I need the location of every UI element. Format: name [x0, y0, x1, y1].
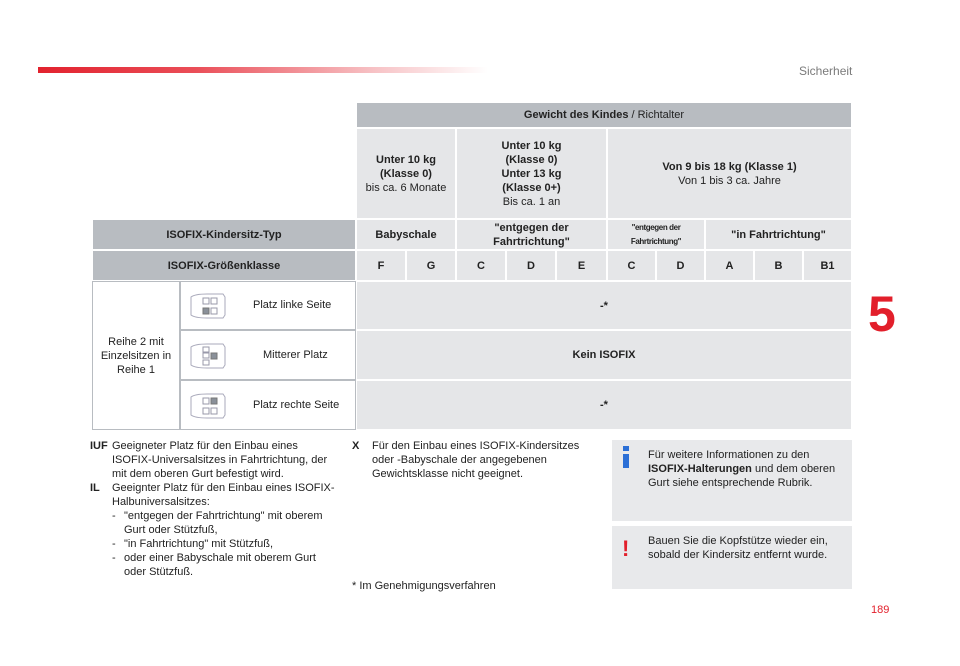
group-class-0plus [456, 128, 607, 219]
size-cell: D [656, 250, 705, 281]
seat-label: Platz linke Seite [253, 299, 332, 311]
section-title: Sicherheit [799, 64, 853, 78]
list-item-text: "in Fahrtrichtung" mit Stützfuß, [124, 538, 274, 550]
type-cell: "entgegen der Fahrtrichtung" [456, 219, 607, 250]
group-class-0 [356, 128, 456, 219]
chapter-number: 5 [868, 286, 896, 342]
group-age: bis ca. 6 Monate [365, 181, 447, 194]
seat-label: Mitterer Platz [263, 349, 328, 361]
weight-title-suffix: / Richtalter [631, 109, 685, 121]
type-label: ISOFIX-Kindersitz-Typ [92, 219, 356, 250]
list-item: - "in Fahrtrichtung" mit Stützfuß, [112, 537, 340, 551]
note-key: IUF [90, 440, 108, 452]
info-text-part: und dem oberen Gurt siehe entsprechende Rubrik. [648, 463, 836, 489]
seat-value: -* [356, 380, 852, 430]
type-cell: "in Fahrtrichtung" [705, 219, 852, 250]
size-cell: A [705, 250, 754, 281]
list-item: - "entgegen der Fahrtrichtung" mit oberem Gurt oder Stützfuß, [112, 509, 340, 537]
seat-value: Kein ISOFIX [356, 330, 852, 380]
group-class-1 [607, 128, 852, 219]
size-label: ISOFIX-Größenklasse [92, 250, 356, 281]
group-line: Unter 10 kg [501, 139, 562, 152]
type-cell: Babyschale [356, 219, 456, 250]
footnote: * Im Genehmigungsverfahren [352, 580, 496, 592]
info-box [612, 440, 852, 521]
warning-icon: ! [622, 536, 630, 561]
size-cell: C [607, 250, 656, 281]
seat-row-left [180, 281, 356, 330]
car-seat-middle-icon [187, 343, 227, 369]
info-text-bold: ISOFIX-Halterungen [648, 463, 752, 475]
group-line: (Klasse 0) [380, 167, 432, 180]
group-line: Unter 13 kg [501, 167, 562, 180]
row-group-label: Reihe 2 mit Einzelsitzen in Reihe 1 [100, 335, 172, 376]
warning-text: Bauen Sie die Kopfstütze wieder ein, sobald der Kindersitz entfernt wurde. [648, 535, 828, 561]
note-iuf [90, 439, 340, 481]
seat-label: Platz rechte Seite [253, 399, 340, 411]
size-cell: G [406, 250, 456, 281]
page-number: 189 [871, 604, 890, 616]
info-icon [620, 446, 632, 468]
group-age: Bis ca. 1 an [502, 195, 561, 208]
group-line: (Klasse 0+) [502, 181, 561, 194]
weight-title-cell [356, 102, 852, 128]
info-text [648, 448, 848, 490]
warning-box [612, 526, 852, 589]
size-cell: C [456, 250, 506, 281]
seat-row-middle [180, 330, 356, 380]
list-item-text: oder einer Babyschale mit oberem Gurt oder Stützfuß. [124, 552, 316, 578]
note-key: IL [90, 482, 100, 494]
size-cell: E [556, 250, 607, 281]
row-group-cell [92, 281, 180, 430]
weight-title: Gewicht des Kindes [523, 109, 629, 121]
group-line: (Klasse 0) [505, 153, 558, 166]
note-text: Geeigneter Platz für den Einbau eines ISOFIX-Universalsitzes in Fahrtrichtung, der mit dem oberen Gurt befestigt wird. [112, 440, 328, 480]
note-key: X [352, 440, 360, 452]
car-seat-right-icon [187, 393, 227, 419]
note-x [352, 439, 597, 481]
size-cell: D [506, 250, 556, 281]
size-cell: F [356, 250, 406, 281]
size-cell: B [754, 250, 803, 281]
car-seat-left-icon [187, 293, 227, 319]
list-item: - oder einer Babyschale mit oberem Gurt oder Stützfuß. [112, 551, 340, 579]
header-accent-bar [38, 67, 488, 73]
group-age: Von 1 bis 3 ca. Jahre [678, 174, 781, 187]
note-il [90, 481, 340, 579]
seat-value: -* [356, 281, 852, 330]
info-text-part: Für weitere Informationen zu den [648, 449, 810, 461]
note-text: Für den Einbau eines ISOFIX-Kindersitzes oder -Babyschale der angegebenen Gewichtsklasse nicht geeignet. [372, 440, 580, 480]
seat-row-right [180, 380, 356, 430]
note-text: Geeignter Platz für den Einbau eines ISOFIX-Halbuniversalsitzes: [112, 482, 335, 508]
group-line: Von 9 bis 18 kg (Klasse 1) [662, 160, 797, 173]
type-cell: "entgegen der Fahrtrichtung" [607, 219, 705, 250]
group-line: Unter 10 kg [376, 153, 436, 166]
size-cell: B1 [803, 250, 852, 281]
list-item-text: "entgegen der Fahrtrichtung" mit oberem Gurt oder Stützfuß, [124, 510, 323, 536]
